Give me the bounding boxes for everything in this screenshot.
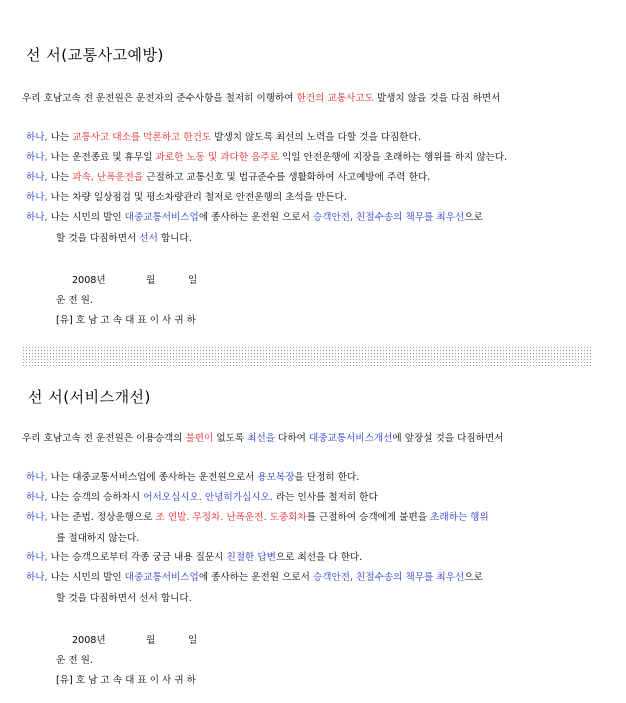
intro-text: 우리 호남고속 전 운전원은 운전자의 준수사항을 철저히 이행하여 — [22, 93, 297, 104]
pledge-highlight: 승객안전, 친절수송의 책무를 최우선 — [312, 572, 465, 583]
section1-signer: 운 전 원. — [56, 295, 93, 306]
section2-date-day: 일 — [188, 635, 198, 646]
section2-date-month: 월 — [146, 635, 156, 646]
pledge-text: 를 근절하여 승객에게 불편을 — [306, 512, 431, 523]
pledge-highlight: 어서오십시오. 안녕히가십시오. — [143, 492, 273, 503]
pledge-text: 나는 시민의 발인 — [47, 212, 125, 223]
pledge-text: 나는 준법. 정상운행으로 — [47, 512, 156, 523]
pledge-text: 익일 안전운행에 지장을 초래하는 행위를 하지 않는다. — [278, 152, 508, 163]
intro-text: 에 앞장설 것을 다짐하면서 — [392, 433, 504, 444]
pledge-highlight: 승객안전, 친절수송의 책무를 최우선 — [312, 212, 465, 223]
pledge-item — [26, 551, 362, 565]
pledge-text: 나는 차량 일상점검 및 평소차량관리 철저로 안전운행의 초석을 만든다. — [47, 192, 347, 203]
intro-highlight: 최선을 — [247, 433, 276, 444]
intro-highlight: 한건의 교통사고도 — [296, 93, 374, 104]
pledge-text: 에 종사하는 운전원 으로서 — [198, 212, 313, 223]
dotted-divider — [22, 346, 592, 368]
section1-addressee: [유] 호 남 고 속 대 표 이 사 귀 하 — [56, 315, 196, 326]
pledge-item — [26, 471, 359, 485]
pledge-text: 나는 시민의 발인 — [47, 572, 125, 583]
pledge-text: 발생치 않도록 최선의 노력을 다할 것을 다짐한다. — [211, 132, 421, 143]
pledge-text: 으로 — [464, 572, 483, 583]
pledge-item — [26, 211, 483, 225]
pledge-highlight: 조 연발. 무정차. 난폭운전. 도중회차 — [155, 512, 307, 523]
pledge-text: 나는 승객으로부터 각종 궁금 내용 질문시 — [47, 552, 227, 563]
intro-text: 없도록 — [213, 433, 248, 444]
pledge-prefix: 하나, — [26, 512, 48, 523]
pledge-prefix: 하나, — [26, 552, 48, 563]
continuation-text: 할 것을 다짐하면서 — [56, 233, 140, 244]
pledge-text: 나는 — [47, 172, 73, 183]
pledge-item — [26, 571, 483, 585]
pledge-highlight: 용모복장 — [257, 472, 295, 483]
section1-intro — [22, 92, 500, 106]
pledge-item — [26, 151, 507, 165]
pledge-text: 나는 승객의 승하차시 — [47, 492, 144, 503]
section1-title: 선 서(교통사고예방) — [26, 46, 164, 64]
continuation-highlight: 선서 — [139, 233, 158, 244]
section1-date-month: 월 — [146, 275, 156, 286]
pledge-highlight: 교통사고 대소를 막론하고 한건도 — [72, 132, 212, 143]
pledge-prefix: 하나, — [26, 132, 48, 143]
intro-highlight: 대중교통서비스개선 — [308, 433, 393, 444]
pledge-highlight: 과속, 난폭운전을 — [72, 172, 144, 183]
pledge-prefix: 하나, — [26, 172, 48, 183]
pledge-text: 나는 — [47, 132, 73, 143]
section2-date-year: 2008년 — [72, 635, 106, 646]
pledge-prefix: 하나, — [26, 192, 48, 203]
pledge-highlight: 초래하는 행위 — [430, 512, 489, 523]
intro-text: 우리 호남고속 전 운전원은 이용승객의 — [22, 433, 186, 444]
pledge-text: 나는 운전종료 및 휴무일 — [47, 152, 156, 163]
pledge-text: 근절하고 교통신호 및 법규준수를 생활화하여 사고예방에 주력 한다. — [143, 172, 431, 183]
section1-date-day: 일 — [188, 275, 198, 286]
pledge-highlight: 과로한 노동 및 과다한 음주로 — [155, 152, 279, 163]
section2-addressee: [유] 호 남 고 속 대 표 이 사 귀 하 — [56, 675, 196, 686]
pledge-item — [26, 131, 421, 145]
pledge-text: 나는 대중교통서비스업에 종사하는 운전원으로서 — [47, 472, 258, 483]
section1-date-year: 2008년 — [72, 275, 106, 286]
intro-text: 다하여 — [275, 433, 309, 444]
pledge-item — [26, 171, 430, 185]
section1-continuation — [56, 232, 192, 246]
pledge-text: 에 종사하는 운전원 으로서 — [198, 572, 313, 583]
pledge-highlight: 친절한 답변 — [226, 552, 276, 563]
pledge-text: 라는 인사를 철저히 한다 — [272, 492, 378, 503]
pledge-prefix: 하나, — [26, 492, 48, 503]
intro-highlight: 불편이 — [185, 433, 214, 444]
pledge-highlight: 대중교통서비스업 — [124, 572, 199, 583]
pledge-prefix: 하나, — [26, 212, 48, 223]
section2-item3-continuation: 를 절대하지 않는다. — [56, 533, 140, 544]
pledge-prefix: 하나, — [26, 152, 48, 163]
section2-continuation: 할 것을 다짐하면서 선서 합니다. — [56, 593, 192, 604]
section2-title: 선 서(서비스개선) — [28, 388, 151, 406]
intro-text: 발생치 않을 것을 다짐 하면서 — [373, 93, 501, 104]
pledge-text: 을 단정히 한다. — [294, 472, 360, 483]
section2-intro — [22, 432, 503, 446]
pledge-item — [26, 511, 489, 525]
pledge-highlight: 대중교통서비스업 — [124, 212, 199, 223]
pledge-item — [26, 191, 347, 205]
pledge-text: 으로 최선을 다 한다. — [275, 552, 363, 563]
pledge-text: 으로 — [464, 212, 483, 223]
pledge-prefix: 하나, — [26, 572, 48, 583]
pledge-item — [26, 491, 378, 505]
pledge-prefix: 하나, — [26, 472, 48, 483]
section2-signer: 운 전 원. — [56, 655, 93, 666]
continuation-text: 합니다. — [157, 233, 192, 244]
